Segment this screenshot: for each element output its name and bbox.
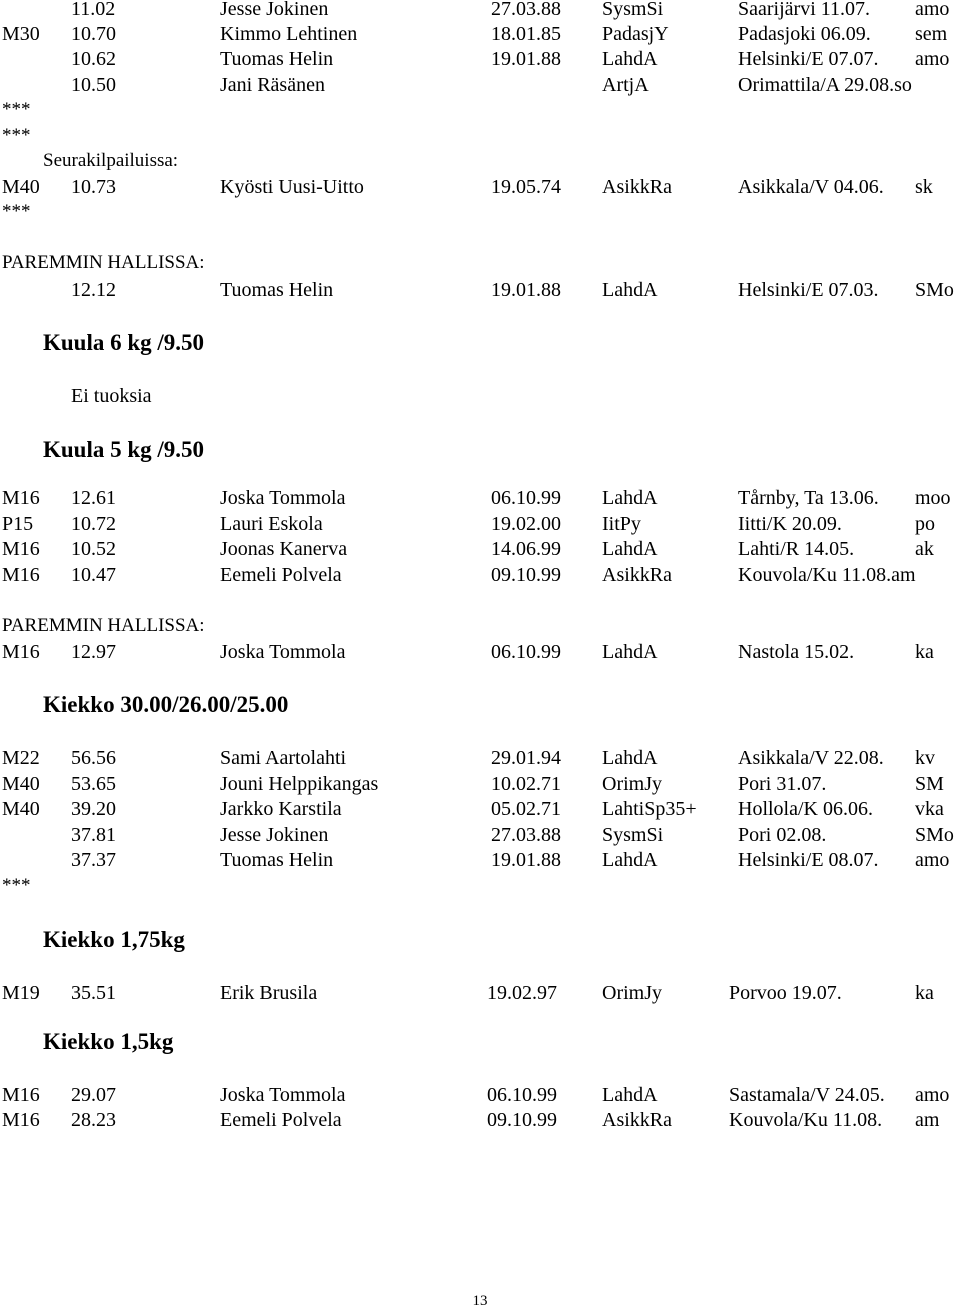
birth-date: 09.10.99: [487, 1109, 557, 1131]
birth-date: 06.10.99: [491, 487, 561, 509]
result: 10.50: [71, 74, 116, 96]
competition-note: SMo: [915, 824, 954, 846]
result-row: [0, 745, 960, 771]
birth-date: 19.01.88: [491, 849, 561, 871]
birth-date: 19.02.97: [487, 982, 557, 1004]
category: M16: [2, 538, 40, 560]
club: LahdA: [602, 538, 658, 560]
athlete-name: Erik Brusila: [220, 982, 318, 1004]
venue-date: Asikkala/V 04.06.: [738, 176, 884, 198]
athlete-name: Tuomas Helin: [220, 279, 334, 301]
result: 10.73: [71, 176, 116, 198]
club: LahdA: [602, 849, 658, 871]
competition-note: kv: [915, 747, 935, 769]
category: M40: [2, 176, 40, 198]
page-number: 13: [472, 1293, 488, 1309]
category: M40: [2, 798, 40, 820]
no-results-note: Ei tuoksia: [71, 385, 152, 407]
result: 10.47: [71, 564, 116, 586]
club: AsikkRa: [602, 176, 672, 198]
athlete-name: Joska Tommola: [220, 487, 346, 509]
result-row: [0, 796, 960, 822]
competition-note: SM: [915, 773, 944, 795]
venue-date: Orimattila/A 29.08.so: [738, 74, 912, 96]
athlete-name: Eemeli Polvela: [220, 1109, 342, 1131]
result-row: [0, 511, 960, 537]
section-heading-kiekko-2kg: Kiekko 30.00/26.00/25.00: [43, 692, 289, 717]
category: M19: [2, 982, 40, 1004]
athlete-name: Jouni Helppikangas: [220, 773, 379, 795]
result: 56.56: [71, 747, 116, 769]
birth-date: 14.06.99: [491, 538, 561, 560]
club: LahdA: [602, 48, 658, 70]
result: 12.97: [71, 641, 116, 663]
birth-date: 10.02.71: [491, 773, 561, 795]
result: 11.02: [71, 0, 116, 20]
section-heading-kuula-5kg: Kuula 5 kg /9.50: [43, 437, 205, 462]
result: 10.62: [71, 48, 116, 70]
competition-note: sk: [915, 176, 933, 198]
venue-date: Saarijärvi 11.07.: [738, 0, 871, 20]
club: PadasjY: [602, 23, 669, 45]
result-row: [0, 0, 960, 22]
section-heading-kuula-6kg: Kuula 6 kg /9.50: [43, 330, 205, 355]
competition-note: sem: [915, 23, 948, 45]
omission-marker: ***: [2, 125, 31, 146]
result: 37.81: [71, 824, 116, 846]
result: 37.37: [71, 849, 116, 871]
venue-date: Lahti/R 14.05.: [738, 538, 855, 560]
venue-date: Kouvola/Ku 11.08.am: [738, 564, 916, 586]
club: LahdA: [602, 1084, 658, 1106]
club: SysmSi: [602, 0, 664, 20]
athlete-name: Kyösti Uusi-Uitto: [220, 176, 364, 198]
athlete-name: Jani Räsänen: [220, 74, 325, 96]
athlete-name: Jesse Jokinen: [220, 824, 329, 846]
section-label-seurakilpailut: Seurakilpailuissa:: [43, 150, 179, 171]
result-row: [0, 980, 960, 1006]
birth-date: 18.01.85: [491, 23, 561, 45]
athlete-name: Jarkko Karstila: [220, 798, 342, 820]
athlete-name: Joska Tommola: [220, 641, 346, 663]
competition-note: po: [915, 513, 935, 535]
club: OrimJy: [602, 982, 662, 1004]
competition-note: amo: [915, 1084, 950, 1106]
athlete-name: Jesse Jokinen: [220, 0, 329, 20]
athlete-name: Sami Aartolahti: [220, 747, 347, 769]
result: 12.61: [71, 487, 116, 509]
category: M16: [2, 487, 40, 509]
venue-date: Iitti/K 20.09.: [738, 513, 842, 535]
result: 35.51: [71, 982, 116, 1004]
club: ArtjA: [602, 74, 649, 96]
venue-date: Asikkala/V 22.08.: [738, 747, 884, 769]
competition-note: moo: [915, 487, 951, 509]
result-row: [0, 639, 960, 665]
birth-date: 19.01.88: [491, 48, 561, 70]
competition-note: amo: [915, 48, 950, 70]
result-row: [0, 21, 960, 47]
category: M40: [2, 773, 40, 795]
result-row: [0, 562, 960, 588]
athlete-name: Kimmo Lehtinen: [220, 23, 358, 45]
birth-date: 27.03.88: [491, 824, 561, 846]
club: LahdA: [602, 641, 658, 663]
section-heading-kiekko-1-75kg: Kiekko 1,75kg: [43, 927, 185, 952]
club: AsikkRa: [602, 1109, 672, 1131]
category: M30: [2, 23, 40, 45]
category: M16: [2, 1109, 40, 1131]
competition-note: ka: [915, 982, 934, 1004]
venue-date: Nastola 15.02.: [738, 641, 855, 663]
competition-note: am: [915, 1109, 940, 1131]
competition-note: vka: [915, 798, 944, 820]
result: 10.72: [71, 513, 116, 535]
venue-date: Pori 31.07.: [738, 773, 827, 795]
athlete-name: Tuomas Helin: [220, 849, 334, 871]
venue-date: Helsinki/E 07.07.: [738, 48, 879, 70]
competition-note: ka: [915, 641, 934, 663]
result: 10.52: [71, 538, 116, 560]
birth-date: 06.10.99: [487, 1084, 557, 1106]
birth-date: 05.02.71: [491, 798, 561, 820]
category: M16: [2, 1084, 40, 1106]
section-label-paremmin-hallissa: PAREMMIN HALLISSA:: [2, 252, 205, 273]
venue-date: Helsinki/E 08.07.: [738, 849, 879, 871]
section-label-paremmin-hallissa: PAREMMIN HALLISSA:: [2, 615, 205, 636]
result-row: [0, 1082, 960, 1108]
birth-date: 27.03.88: [491, 0, 561, 20]
omission-marker: ***: [2, 201, 31, 222]
venue-date: Kouvola/Ku 11.08.: [729, 1109, 883, 1131]
result-row: [0, 822, 960, 848]
club: LahtiSp35+: [602, 798, 697, 820]
category: M22: [2, 747, 40, 769]
club: LahdA: [602, 487, 658, 509]
category: P15: [2, 513, 34, 535]
result: 39.20: [71, 798, 116, 820]
result-row: [0, 536, 960, 562]
birth-date: 19.01.88: [491, 279, 561, 301]
venue-date: Padasjoki 06.09.: [738, 23, 871, 45]
competition-note: ak: [915, 538, 934, 560]
result-row: [0, 847, 960, 873]
club: LahdA: [602, 279, 658, 301]
competition-note: SMo: [915, 279, 954, 301]
athlete-name: Lauri Eskola: [220, 513, 323, 535]
result-row: [0, 485, 960, 511]
result: 10.70: [71, 23, 116, 45]
venue-date: Sastamala/V 24.05.: [729, 1084, 885, 1106]
venue-date: Helsinki/E 07.03.: [738, 279, 879, 301]
birth-date: 29.01.94: [491, 747, 561, 769]
competition-note: amo: [915, 849, 950, 871]
omission-marker: ***: [2, 99, 31, 120]
venue-date: Pori 02.08.: [738, 824, 827, 846]
result: 28.23: [71, 1109, 116, 1131]
category: M16: [2, 641, 40, 663]
athlete-name: Tuomas Helin: [220, 48, 334, 70]
result-row: [0, 174, 960, 200]
birth-date: 09.10.99: [491, 564, 561, 586]
venue-date: Porvoo 19.07.: [729, 982, 842, 1004]
result-row: [0, 771, 960, 797]
result: 53.65: [71, 773, 116, 795]
result-row: [0, 46, 960, 72]
athlete-name: Joska Tommola: [220, 1084, 346, 1106]
birth-date: 19.02.00: [491, 513, 561, 535]
result-row: [0, 1107, 960, 1133]
venue-date: Hollola/K 06.06.: [738, 798, 873, 820]
section-heading-kiekko-1-5kg: Kiekko 1,5kg: [43, 1029, 174, 1054]
birth-date: 19.05.74: [491, 176, 561, 198]
result: 12.12: [71, 279, 116, 301]
result: 29.07: [71, 1084, 116, 1106]
club: IitPy: [602, 513, 641, 535]
club: AsikkRa: [602, 564, 672, 586]
club: OrimJy: [602, 773, 662, 795]
category: M16: [2, 564, 40, 586]
competition-note: amo: [915, 0, 950, 20]
result-row: [0, 277, 960, 303]
club: SysmSi: [602, 824, 664, 846]
athlete-name: Joonas Kanerva: [220, 538, 348, 560]
venue-date: Tårnby, Ta 13.06.: [738, 487, 879, 509]
athlete-name: Eemeli Polvela: [220, 564, 342, 586]
omission-marker: ***: [2, 875, 31, 896]
club: LahdA: [602, 747, 658, 769]
result-row: [0, 72, 960, 98]
birth-date: 06.10.99: [491, 641, 561, 663]
